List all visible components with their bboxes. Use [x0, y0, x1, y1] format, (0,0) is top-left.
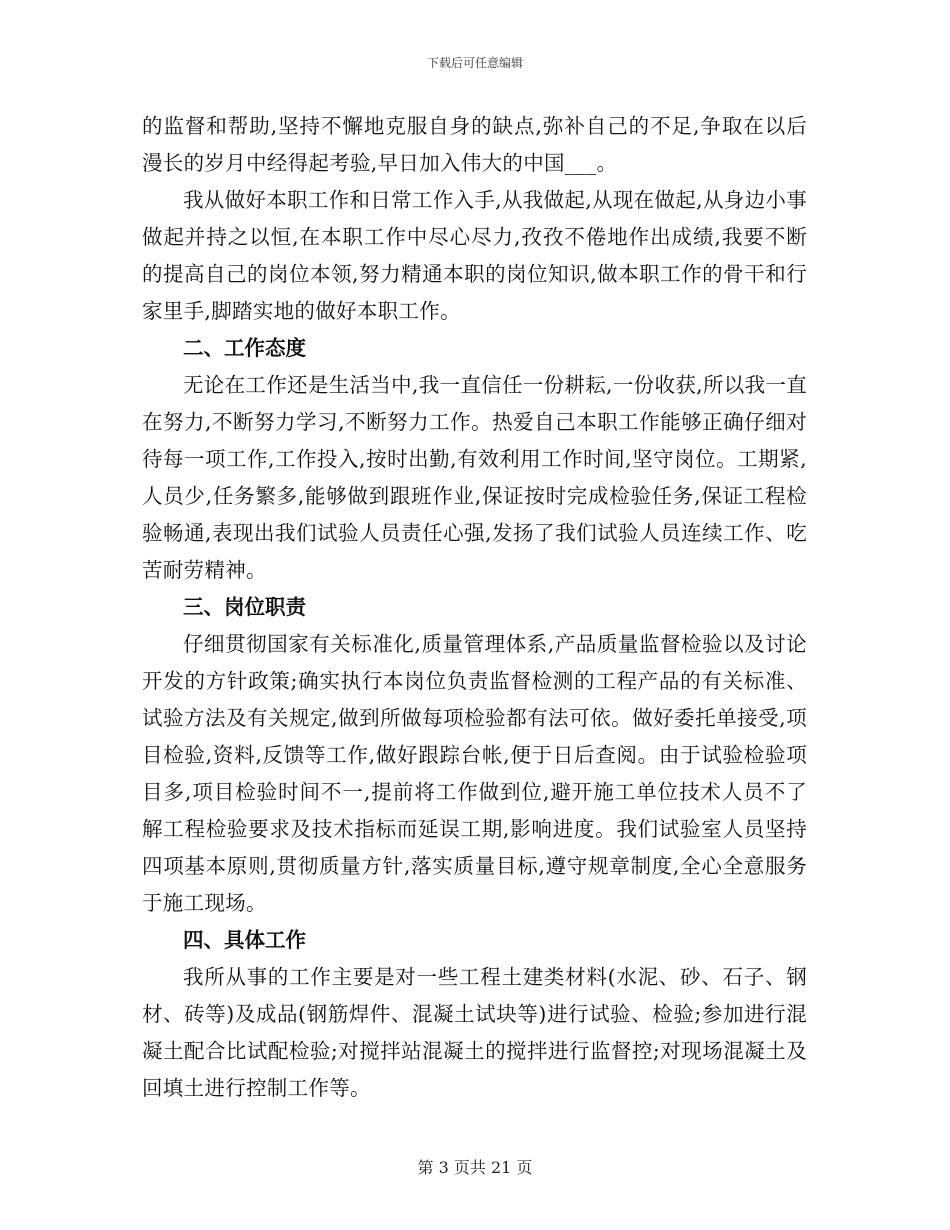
- paragraph-continuation: 的监督和帮助,坚持不懈地克服自身的缺点,弥补自己的不足,争取在以后漫长的岁月中经得起考验,早日加入伟大的中国___。: [142, 114, 807, 175]
- document-body: [142, 108, 807, 1107]
- paragraph-duty: 我从做好本职工作和日常工作入手,从我做起,从现在做起,从身边小事做起并持之以恒,在本职工作中尽心尽力,孜孜不倦地作出成绩,我要不断的提高自己的岗位本领,努力精通本职的岗位知识,做本职工作的骨干和行家里手,脚踏实地的做好本职工作。: [142, 188, 807, 323]
- paragraph-attitude: 无论在工作还是生活当中,我一直信任一份耕耘,一份收获,所以我一直在努力,不断努力学习,不断努力工作。热爱自己本职工作能够正确仔细对待每一项工作,工作投入,按时出勤,有效利用工作时间,坚守岗位。工期紧,人员少,任务繁多,能够做到跟班作业,保证按时完成检验任务,保证工程检验畅通,表现出我们试验人员责任心强,发扬了我们试验人员连续工作、吃苦耐劳精神。: [142, 373, 807, 582]
- section-heading-attitude: 二、工作态度: [183, 336, 306, 360]
- header-note: 下载后可任意编辑: [426, 56, 523, 70]
- section-heading-responsibility: 三、岗位职责: [183, 595, 306, 619]
- paragraph-specific-work: 我所从事的工作主要是对一些工程土建类材料(水泥、砂、石子、钢材、砖等)及成品(钢筋焊件、混凝土试块等)进行试验、检验;参加进行混凝土配合比试配检验;对搅拌站混凝土的搅拌进行监督控;对现场混凝土及回填土进行控制工作等。: [142, 965, 807, 1100]
- paragraph-responsibility: 仔细贯彻国家有关标准化,质量管理体系,产品质量监督检验以及讨论开发的方针政策;确实执行本岗位负责监督检测的工程产品的有关标准、试验方法及有关规定,做到所做每项检验都有法可依。做好委托单接受,项目检验,资料,反馈等工作,做好跟踪台帐,便于日后查阅。由于试验检验项目多,项目检验时间不一,提前将工作做到位,避开施工单位技术人员不了解工程检验要求及技术指标而延误工期,影响进度。我们试验室人员坚持四项基本原则,贯彻质量方针,落实质量目标,遵守规章制度,全心全意服务于施工现场。: [142, 632, 807, 915]
- section-heading-specific-work: 四、具体工作: [183, 928, 306, 952]
- page-number: 第 3 页共 21 页: [417, 1158, 533, 1177]
